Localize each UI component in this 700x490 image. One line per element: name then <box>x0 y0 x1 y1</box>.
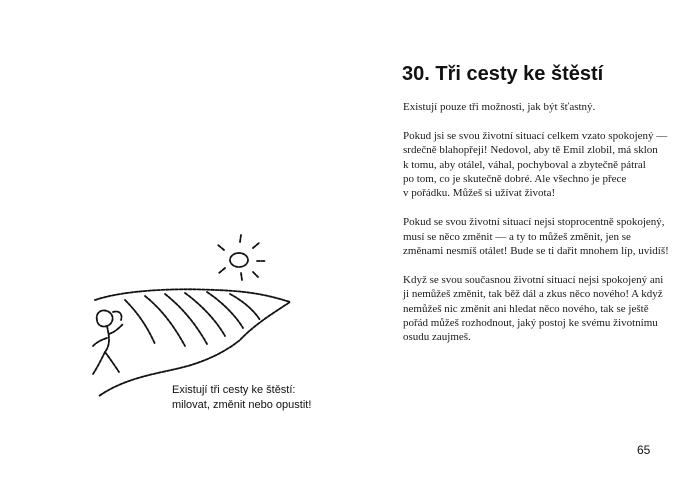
caption-line-1: Existují tři cesty ke štěstí: <box>172 384 296 396</box>
text-line: ji nemůžeš změnit, tak běž dál a zkus něco nového! A když <box>403 288 663 301</box>
text-line: Existují pouze tři možnosti, jak být šťastný. <box>403 101 596 113</box>
paragraph-1 <box>403 100 643 114</box>
sun-and-path-illustration <box>85 228 310 398</box>
paragraph-3 <box>403 215 669 258</box>
sun-icon <box>230 253 248 267</box>
caption-line-2: milovat, změnit nebo opustit! <box>172 399 312 411</box>
text-line: Pokud se svou životní situací nejsi stoprocentně spokojený, <box>403 216 665 229</box>
text-line: změnami nesmíš otálet! Bude se ti dařit mnohem líp, uvidíš! <box>403 245 669 258</box>
text-line: v pořádku. Můžeš si užívat života! <box>403 187 556 200</box>
text-line: k tomu, aby otálel, váhal, pochyboval a zbytečně pátral <box>403 158 646 171</box>
text-line: Když se svou současnou životní situací nejsi spokojený ani <box>403 273 664 286</box>
text-line: po tom, co je skutečně dobré. Ale všechno je přece <box>403 173 627 186</box>
text-line: osudu zaujmeš. <box>403 331 471 344</box>
text-line: srdečně blahopřeji! Nedovol, aby tě Emil zlobil, má sklon <box>403 144 658 157</box>
chapter-body <box>403 100 669 359</box>
illustration-caption <box>172 383 322 413</box>
text-line: nemůžeš nic změnit ani hledat něco nového, tak se ještě <box>403 302 649 315</box>
text-line: musí se něco změnit — a ty to můžeš změnit, jen se <box>403 230 631 243</box>
paragraph-2 <box>403 129 668 201</box>
paragraph-4 <box>403 273 664 345</box>
text-line: pořád můžeš rozhodnout, jaký postoj ke svému životnímu <box>403 317 658 330</box>
text-line: Pokud jsi se svou životní situací celkem vzato spokojený — <box>403 129 668 142</box>
chapter-title: 30. Tři cesty ke štěstí <box>402 63 604 85</box>
page-number: 65 <box>637 443 651 457</box>
